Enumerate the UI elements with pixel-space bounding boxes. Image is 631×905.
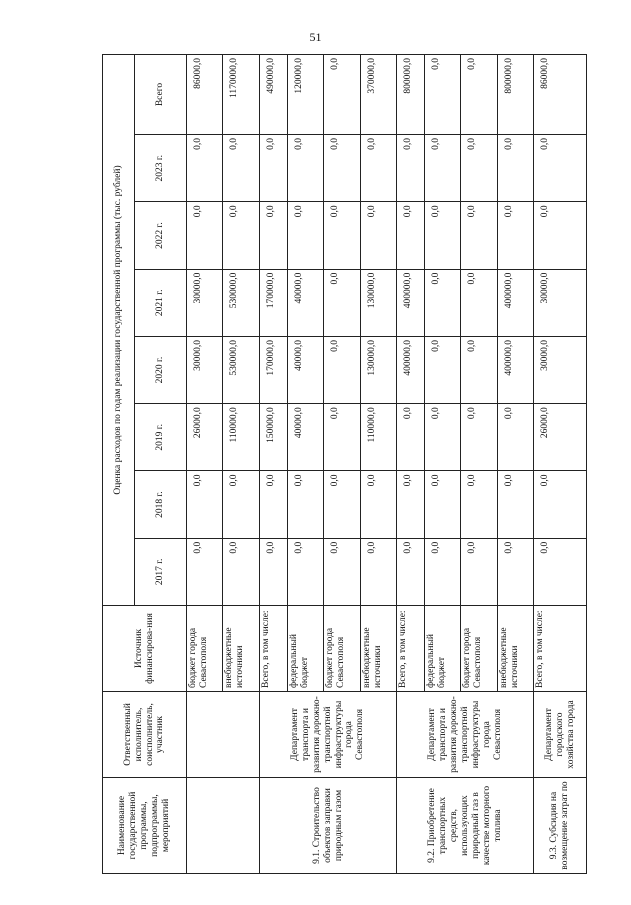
value-cell: 0,0 (497, 202, 533, 269)
value-cell: 1170000,0 (223, 55, 259, 135)
header-year: 2023 г. (135, 135, 187, 202)
value-cell: 0,0 (424, 336, 460, 403)
value-cell: 120000,0 (287, 55, 323, 135)
value-cell: 0,0 (534, 471, 587, 538)
row-source-cell: внебюджетные источники (497, 606, 533, 692)
value-cell: 0,0 (324, 404, 360, 471)
value-cell: 0,0 (397, 471, 425, 538)
row-source-cell: бюджет города Севастополя (461, 606, 497, 692)
row-name-cell: 9.2. Приобретение транспортных средств, использующих природный газ в качестве моторного топлива (397, 778, 534, 874)
value-cell: 530000,0 (223, 269, 259, 336)
value-cell: 0,0 (461, 269, 497, 336)
value-cell: 0,0 (424, 471, 460, 538)
value-cell: 0,0 (424, 269, 460, 336)
value-cell: 0,0 (397, 404, 425, 471)
value-cell: 0,0 (324, 471, 360, 538)
value-cell: 530000,0 (223, 336, 259, 403)
value-cell: 0,0 (187, 135, 223, 202)
value-cell: 0,0 (424, 404, 460, 471)
value-cell: 150000,0 (259, 404, 287, 471)
value-cell: 0,0 (287, 202, 323, 269)
value-cell: 0,0 (287, 135, 323, 202)
value-cell: 0,0 (534, 135, 587, 202)
header-responsible: Ответственный исполнитель, соисполнитель, участник (103, 692, 187, 778)
value-cell: 0,0 (461, 202, 497, 269)
row-source-cell: Всего, в том числе: (259, 606, 287, 692)
value-cell: 0,0 (259, 471, 287, 538)
value-cell: 400000,0 (397, 269, 425, 336)
header-year: 2018 г. (135, 471, 187, 538)
value-cell: 0,0 (424, 538, 460, 605)
header-year: 2021 г. (135, 269, 187, 336)
value-cell: 0,0 (461, 404, 497, 471)
value-cell: 40000,0 (287, 404, 323, 471)
rotated-table-container (102, 54, 587, 874)
value-cell: 0,0 (324, 336, 360, 403)
value-cell: 0,0 (360, 471, 396, 538)
value-cell: 30000,0 (187, 336, 223, 403)
header-year: 2017 г. (135, 538, 187, 605)
value-cell: 800000,0 (397, 55, 425, 135)
value-cell: 0,0 (187, 202, 223, 269)
value-cell: 0,0 (259, 135, 287, 202)
value-cell: 0,0 (259, 202, 287, 269)
value-cell: 0,0 (324, 538, 360, 605)
value-cell: 0,0 (324, 202, 360, 269)
value-cell: 0,0 (497, 135, 533, 202)
value-cell: 170000,0 (259, 269, 287, 336)
value-cell: 0,0 (397, 538, 425, 605)
value-cell: 0,0 (497, 471, 533, 538)
value-cell: 130000,0 (360, 269, 396, 336)
table-row (397, 55, 425, 874)
value-cell: 0,0 (397, 202, 425, 269)
row-source-cell: федеральный бюджет (424, 606, 460, 692)
value-cell: 0,0 (360, 538, 396, 605)
value-cell: 0,0 (324, 55, 360, 135)
value-cell: 0,0 (223, 538, 259, 605)
value-cell: 0,0 (360, 202, 396, 269)
header-year: 2022 г. (135, 202, 187, 269)
value-cell: 86000,0 (187, 55, 223, 135)
value-cell: 0,0 (461, 336, 497, 403)
value-cell: 400000,0 (497, 336, 533, 403)
value-cell: 30000,0 (534, 269, 587, 336)
value-cell: 400000,0 (397, 336, 425, 403)
value-cell: 0,0 (461, 55, 497, 135)
value-cell: 40000,0 (287, 336, 323, 403)
value-cell: 0,0 (461, 471, 497, 538)
value-cell: 0,0 (461, 538, 497, 605)
row-responsible-cell: Департамент транспорта и развития дорожно-транспортной инфраструктуры города Севастополя (397, 692, 534, 778)
row-source-cell: Всего, в том числе: (534, 606, 587, 692)
header-year: 2020 г. (135, 336, 187, 403)
row-responsible-cell: Департамент городского хозяйства города (534, 692, 587, 778)
row-source-cell: внебюджетные источники (223, 606, 259, 692)
value-cell: 110000,0 (223, 404, 259, 471)
value-cell: 0,0 (424, 135, 460, 202)
row-responsible-cell (187, 692, 260, 778)
row-source-cell: внебюджетные источники (360, 606, 396, 692)
value-cell: 0,0 (534, 538, 587, 605)
value-cell: 0,0 (461, 135, 497, 202)
value-cell: 0,0 (259, 538, 287, 605)
page-number: 51 (309, 30, 322, 44)
value-cell: 0,0 (223, 202, 259, 269)
row-name-cell: 9.1. Строительство объектов заправки природным газом (259, 778, 396, 874)
table-row (187, 55, 223, 874)
row-responsible-cell: Департамент транспорта и развития дорожно-транспортной инфраструктуры города Севастополя (259, 692, 396, 778)
value-cell: 0,0 (324, 269, 360, 336)
value-cell: 30000,0 (534, 336, 587, 403)
row-source-cell: Всего, в том числе: (397, 606, 425, 692)
header-year: Всего (135, 55, 187, 135)
value-cell: 0,0 (360, 135, 396, 202)
row-name-cell: 9.3. Субсидия на возмещение затрат по (534, 778, 587, 874)
value-cell: 0,0 (223, 471, 259, 538)
value-cell: 110000,0 (360, 404, 396, 471)
value-cell: 0,0 (187, 471, 223, 538)
row-source-cell: бюджет города Севастополя (187, 606, 223, 692)
value-cell: 0,0 (187, 538, 223, 605)
value-cell: 0,0 (287, 538, 323, 605)
value-cell: 800000,0 (497, 55, 533, 135)
header-name: Наименование государственной программы, подпрограммы, мероприятий (103, 778, 187, 874)
table-row (534, 55, 587, 874)
table-row (259, 55, 287, 874)
value-cell: 86000,0 (534, 55, 587, 135)
value-cell: 370000,0 (360, 55, 396, 135)
header-estimate: Оценка расходов по годам реализации государственной программы (тыс. рублей) (103, 55, 135, 606)
row-source-cell: бюджет города Севастополя (324, 606, 360, 692)
value-cell: 0,0 (497, 404, 533, 471)
value-cell: 26000,0 (187, 404, 223, 471)
value-cell: 490000,0 (259, 55, 287, 135)
value-cell: 400000,0 (497, 269, 533, 336)
value-cell: 170000,0 (259, 336, 287, 403)
budget-table (102, 54, 587, 874)
header-year: 2019 г. (135, 404, 187, 471)
value-cell: 0,0 (534, 202, 587, 269)
row-name-cell (187, 778, 260, 874)
value-cell: 0,0 (223, 135, 259, 202)
value-cell: 26000,0 (534, 404, 587, 471)
value-cell: 130000,0 (360, 336, 396, 403)
value-cell: 0,0 (324, 135, 360, 202)
value-cell: 40000,0 (287, 269, 323, 336)
value-cell: 0,0 (397, 135, 425, 202)
header-source: Источник финансирова-ния (103, 606, 187, 692)
value-cell: 0,0 (497, 538, 533, 605)
value-cell: 0,0 (424, 55, 460, 135)
value-cell: 30000,0 (187, 269, 223, 336)
value-cell: 0,0 (287, 471, 323, 538)
value-cell: 0,0 (424, 202, 460, 269)
row-source-cell: федеральный бюджет (287, 606, 323, 692)
